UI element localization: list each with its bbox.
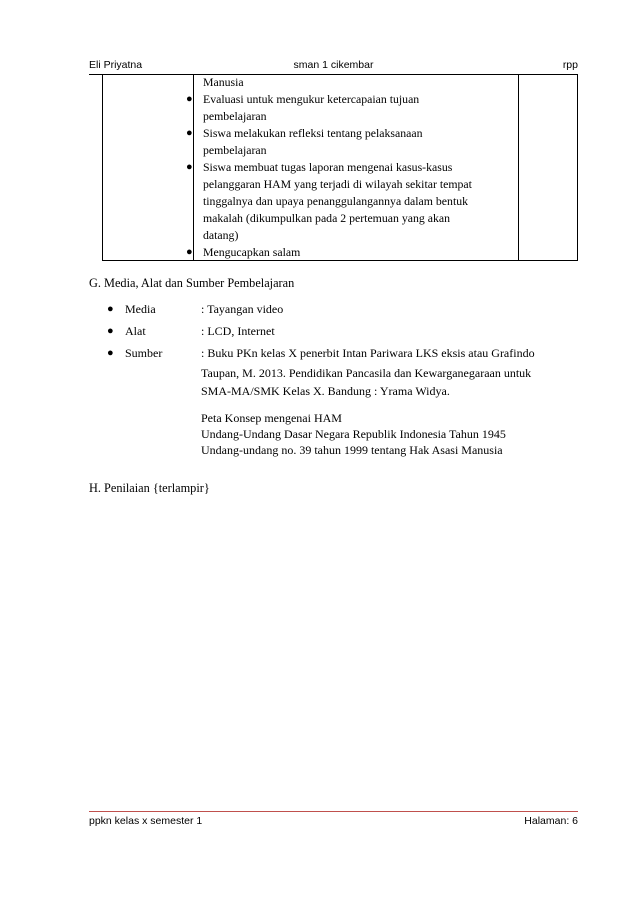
bullet-icon: ● — [186, 246, 193, 258]
bullet-icon: ● — [107, 325, 114, 337]
bullet-icon: ● — [186, 161, 193, 173]
bullet-icon: ● — [107, 347, 114, 359]
source-line: Taupan, M. 2013. Pendidikan Pancasila dan Kewarganegaraan untuk — [201, 366, 532, 380]
media-value: : Tayangan video — [201, 302, 284, 316]
bullet-icon: ● — [186, 93, 193, 105]
list-item-line: Siswa membuat tugas laporan mengenai kasus-kasus — [203, 160, 453, 174]
footer-course: ppkn kelas x semester 1 — [89, 815, 203, 827]
table-column-divider — [518, 74, 519, 260]
list-item-line: pembelajaran — [203, 143, 267, 157]
header-doc-type: rpp — [562, 59, 578, 71]
header-author: Eli Priyatna — [89, 59, 143, 71]
page-footer — [89, 815, 578, 831]
source-line: Undang-Undang Dasar Negara Republik Indonesia Tahun 1945 — [201, 427, 506, 441]
source-line: Undang-undang no. 39 tahun 1999 tentang Hak Asasi Manusia — [201, 443, 503, 457]
source-line: Peta Konsep mengenai HAM — [201, 411, 342, 425]
section-g-title: G. Media, Alat dan Sumber Pembelajaran — [89, 276, 295, 290]
bullet-icon: ● — [107, 303, 114, 315]
table-column-divider — [193, 74, 194, 260]
header-school: sman 1 cikembar — [293, 59, 374, 71]
section-h-title: H. Penilaian {terlampir} — [89, 481, 210, 495]
list-item-line: pembelajaran — [203, 109, 267, 123]
list-item-line: makalah (dikumpulkan pada 2 pertemuan yang akan — [203, 211, 450, 225]
source-line: SMA-MA/SMK Kelas X. Bandung : Yrama Widya. — [201, 384, 450, 398]
sumber-value: : Buku PKn kelas X penerbit Intan Pariwara LKS eksis atau Grafindo — [201, 346, 535, 360]
footer-page-number: Halaman: 6 — [524, 815, 578, 827]
alat-value: : LCD, Internet — [201, 324, 275, 338]
list-item-line: Evaluasi untuk mengukur ketercapaian tujuan — [203, 92, 420, 106]
list-item-line: Siswa melakukan refleksi tentang pelaksanaan — [203, 126, 423, 140]
list-item-line: datang) — [203, 228, 239, 242]
page-header — [89, 59, 578, 75]
list-item-line: pelanggaran HAM yang terjadi di wilayah sekitar tempat — [203, 177, 472, 191]
sumber-label: Sumber — [125, 346, 163, 360]
table-continuation-text: Manusia — [203, 75, 244, 89]
list-item-line: Mengucapkan salam — [203, 245, 301, 259]
media-label: Media — [125, 302, 156, 316]
alat-label: Alat — [125, 324, 146, 338]
bullet-icon: ● — [186, 127, 193, 139]
list-item-line: tinggalnya dan upaya penanggulangannya dalam bentuk — [203, 194, 469, 208]
footer-rule — [89, 811, 578, 812]
